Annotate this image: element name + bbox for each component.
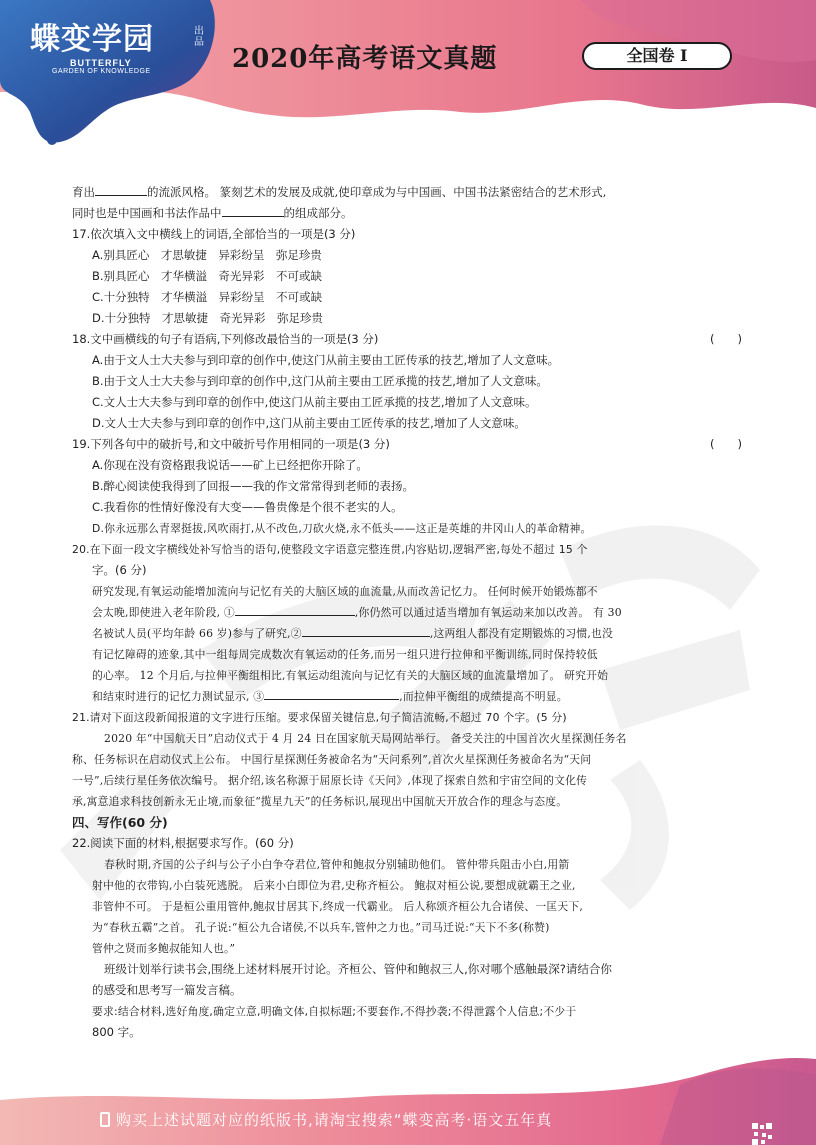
q18-option-d: D.文人士大夫参与到印章的创作中,这门从前主要由工匠传承的技艺,增加了人文意味。 <box>92 416 526 430</box>
q19-option-c: C.我看你的性情好像没有大变——鲁贵像是个很不老实的人。 <box>92 500 403 514</box>
q20-stem-1: 20.在下面一段文字横线处补写恰当的语句,使整段文字语意完整连贯,内容贴切,逻辑严密,每处不超过 15 个 <box>72 543 588 556</box>
q19-option-a: A.你现在没有资格跟我说话——矿上已经把你开除了。 <box>92 458 368 472</box>
page-footer <box>0 1045 816 1145</box>
footer-promo <box>100 1109 552 1130</box>
answer-blank <box>222 203 284 217</box>
q19-answer-paren: ( ) <box>710 437 742 451</box>
q22-material-3: 非管仲不可。 于是桓公重用管仲,鲍叔甘居其下,终成一代霸业。 后人称颂齐桓公九合诸侯、一匡天下, <box>92 900 584 913</box>
q18-stem-row <box>72 329 748 350</box>
exam-badge: 全国卷 I <box>582 42 732 70</box>
q22-task-2: 的感受和思考写一篇发言稿。 <box>92 983 242 997</box>
q18-option-a: A.由于文人士大夫参与到印章的创作中,使这门从前主要由工匠传承的技艺,增加了人文意味。 <box>92 353 560 367</box>
q20-stem-2: 字。(6 分) <box>92 563 147 577</box>
q18-option-c: C.文人士大夫参与到印章的创作中,使这门从前主要由工匠承揽的技艺,增加了人文意味。 <box>92 395 537 409</box>
page-header <box>0 0 816 150</box>
intro-line-1 <box>72 182 748 203</box>
passage-text: 会太晚,即使进入老年阶段, ① <box>92 606 235 619</box>
q20-passage-6 <box>72 686 748 707</box>
q17-option-b: B.别具匠心 才华横溢 奇光异彩 不可或缺 <box>92 269 323 283</box>
q18-stem: 18.文中画横线的句子有语病,下列修改最恰当的一项是(3 分) <box>72 332 379 346</box>
logo-title: 蝶变学园 <box>30 22 154 57</box>
q17-stem: 17.依次填入文中横线上的词语,全部恰当的一项是(3 分) <box>72 227 356 241</box>
q17-option-c: C.十分独特 才华横溢 异彩纷呈 不可或缺 <box>92 290 323 304</box>
q20-passage-2 <box>72 602 748 623</box>
q22-material-2: 射中他的衣带钩,小白装死逃脱。 后来小白即位为君,史称齐桓公。 鲍叔对桓公说,要想成就霸王之业, <box>92 879 576 892</box>
page-title: 2020年高考语文真题 <box>232 44 498 74</box>
q19-stem: 19.下列各句中的破折号,和文中破折号作用相同的一项是(3 分) <box>72 437 390 451</box>
q21-stem: 21.请对下面这段新闻报道的文字进行压缩。要求保留关键信息,句子简洁流畅,不超过 70 个字。(5 分) <box>72 711 567 724</box>
q18-answer-paren: ( ) <box>710 332 742 346</box>
logo-subtitle-en-small: GARDEN OF KNOWLEDGE <box>52 68 151 75</box>
qr-code-icon <box>752 1123 774 1145</box>
q19-stem-row <box>72 434 748 455</box>
q21-passage-3: 一号”,后续行星任务依次编号。 据介绍,该名称源于屈原长诗《天问》,体现了探索自然和宇宙空间的文化传 <box>72 774 588 787</box>
q22-requirement-1: 要求:结合材料,选好角度,确定立意,明确文体,自拟标题;不要套作,不得抄袭;不得泄露个人信息;不少于 <box>92 1005 577 1018</box>
q22-stem: 22.阅读下面的材料,根据要求写作。(60 分) <box>72 836 294 850</box>
footer-background <box>0 1045 816 1145</box>
phone-icon <box>100 1112 110 1127</box>
intro-line-2 <box>72 203 748 224</box>
intro-text: 的组成部分。 <box>283 206 353 220</box>
q17-option-d: D.十分独特 才思敏捷 奇光异彩 弥足珍贵 <box>92 311 324 325</box>
q22-requirement-2: 800 字。 <box>92 1025 141 1039</box>
exam-content <box>72 182 748 1043</box>
q19-option-d: D.你永远那么青翠挺拔,风吹雨打,从不改色,刀砍火烧,永不低头——这正是英雄的井冈山人的革命精神。 <box>92 522 592 535</box>
section-writing-heading: 四、写作(60 分) <box>72 815 168 830</box>
logo-subtitle-en: BUTTERFLY <box>70 58 132 68</box>
passage-text: ,而拉伸平衡组的成绩提高不明显。 <box>399 690 568 703</box>
q19-option-b: B.醉心阅读使我得到了回报——我的作文常常得到老师的表扬。 <box>92 479 415 493</box>
q20-passage-4: 有记忆障碍的迹象,其中一组每周完成数次有氧运动的任务,而另一组只进行拉伸和平衡训练,同时保持较低 <box>92 648 598 661</box>
footer-promo-text: 购买上述试题对应的纸版书,请淘宝搜索“蝶变高考·语文五年真 <box>116 1111 553 1129</box>
q21-passage-1: 2020 年“中国航天日”启动仪式于 4 月 24 日在国家航天局网站举行。 备受关注的中国首次火星探测任务名 <box>104 732 627 745</box>
intro-text: 同时也是中国画和书法作品中 <box>72 206 222 220</box>
q20-passage-3 <box>72 623 748 644</box>
intro-text: 育出 <box>72 185 95 199</box>
logo-tag: 出品 <box>194 26 204 48</box>
q22-material-4: 为“春秋五霸”之首。 孔子说:“桓公九合诸侯,不以兵车,管仲之力也。”司马迁说:“天下不多(称赞) <box>92 921 550 934</box>
answer-blank-2 <box>302 623 430 637</box>
q22-material-5: 管仲之贤而多鲍叔能知人也。” <box>92 942 236 955</box>
answer-blank-3 <box>264 686 399 700</box>
q21-passage-4: 承,寓意追求科技创新永无止境,而象征“揽星九天”的任务标识,展现出中国航天开放合作的理念与态度。 <box>72 795 568 808</box>
q17-option-a: A.别具匠心 才思敏捷 异彩纷呈 弥足珍贵 <box>92 248 322 262</box>
passage-text: 和结束时进行的记忆力测试显示, ③ <box>92 690 265 703</box>
q20-passage-5: 的心率。 12 个月后,与拉伸平衡组相比,有氧运动组流向与记忆有关的大脑区域的血流量增加了。 研究开始 <box>92 669 609 682</box>
passage-text: 名被试人员(平均年龄 66 岁)参与了研究,② <box>92 627 302 640</box>
brand-logo <box>30 22 220 75</box>
passage-text: ,这两组人都没有定期锻炼的习惯,也没 <box>429 627 614 640</box>
q18-option-b: B.由于文人士大夫参与到印章的创作中,这门从前主要由工匠承揽的技艺,增加了人文意味。 <box>92 374 548 388</box>
intro-text: 的流派风格。 篆刻艺术的发展及成就,使印章成为与中国画、中国书法紧密结合的艺术形式, <box>147 185 607 199</box>
q22-task-1: 班级计划举行读书会,围绕上述材料展开讨论。齐桓公、管仲和鲍叔三人,你对哪个感触最深?请结合你 <box>104 962 612 976</box>
answer-blank <box>95 182 147 196</box>
q20-passage-1: 研究发现,有氧运动能增加流向与记忆有关的大脑区域的血流量,从而改善记忆力。 任何时候开始锻炼都不 <box>92 585 598 598</box>
answer-blank-1 <box>235 602 355 616</box>
passage-text: ,你仍然可以通过适当增加有氧运动来加以改善。 有 30 <box>354 606 622 619</box>
q21-passage-2: 称、任务标识在启动仪式上公布。 中国行星探测任务被命名为“天问系列”,首次火星探测任务被命名为“天问 <box>72 753 592 766</box>
q22-material-1: 春秋时期,齐国的公子纠与公子小白争夺君位,管仲和鲍叔分别辅助他们。 管仲带兵阻击小白,用箭 <box>104 858 570 871</box>
